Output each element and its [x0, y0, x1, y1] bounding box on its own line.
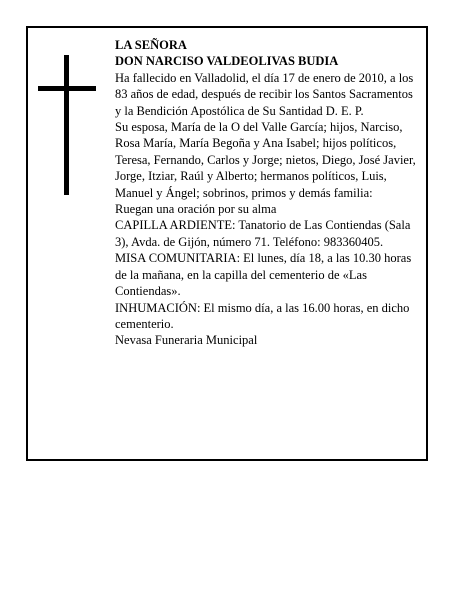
death-announcement: Ha fallecido en Valladolid, el día 17 de enero de 2010, a los 83 años de edad, después de recibir los Santos Sacramentos y la Bendición Apostólica de Su Santidad D. E. P. [115, 70, 414, 118]
deceased-name: DON NARCISO VALDEOLIVAS BUDIA [115, 54, 339, 69]
funeral-home: Nevasa Funeraria Municipal [115, 333, 258, 348]
chapel-info: CAPILLA ARDIENTE: Tanatorio de Las Contiendas (Sala 3), Avda. de Gijón, número 71. Teléfono: 983360405. [115, 218, 411, 249]
notice-title: LA SEÑORA [115, 38, 187, 52]
burial-info: INHUMACIÓN: El mismo día, a las 16.00 horas, en dicho cementerio. [115, 300, 410, 331]
cross-icon [64, 55, 69, 195]
cross-icon-crossbar [38, 86, 96, 91]
prayer-request: Ruegan una oración por su alma [115, 202, 277, 217]
family-list: Su esposa, María de la O del Valle García; hijos, Narciso, Rosa María, María Begoña y Ana Isabel; hijos políticos, Teresa, Fernando, Carlos y Jorge; nietos, Diego, José Javier, Jorge, Itziar, Raúl y Alberto; hermanos políticos, Luis, Manuel y Ángel; sobrinos, primos y demás familia: [115, 120, 416, 200]
obituary-text-block [115, 37, 420, 349]
mass-info: MISA COMUNITARIA: El lunes, día 18, a las 10.30 horas de la mañana, en la capilla del cementerio de «Las Contiendas». [115, 251, 412, 299]
